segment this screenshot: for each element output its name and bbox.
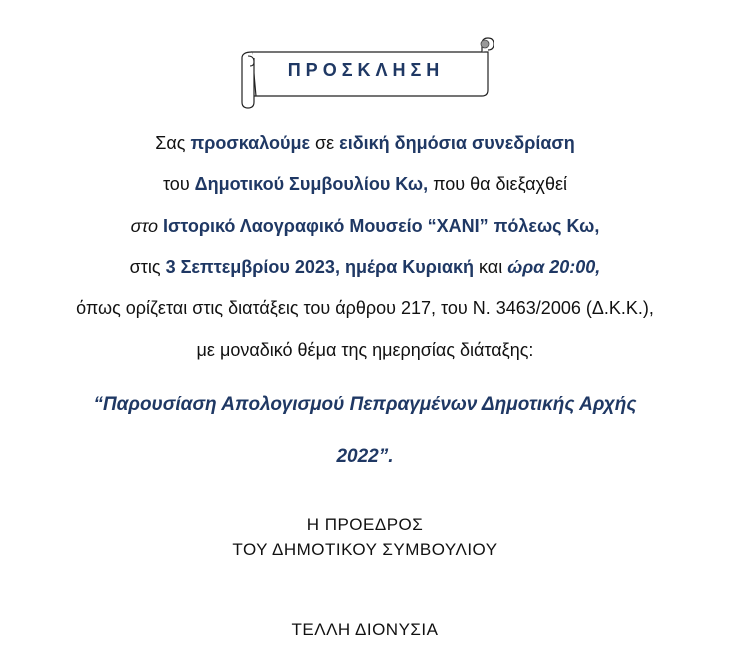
invitation-line-6: με μοναδικό θέμα της ημερησίας διάταξης: [196,340,534,360]
page-title: ΠΡΟΣΚΛΗΣΗ [287,60,445,80]
invitation-line-1: Σας προσκαλούμε σε ειδική δημόσια συνεδρίαση [155,133,575,153]
signature-title-2: ΤΟΥ ΔΗΜΟΤΙΚΟΥ ΣΥΜΒΟΥΛΙΟΥ [232,540,498,559]
agenda-subject-line-1: “Παρουσίαση Απολογισμού Πεπραγμένων Δημοτικής Αρχής [93,394,637,415]
title-scroll-banner [238,36,494,110]
invitation-line-3: στο Ιστορικό Λαογραφικό Μουσείο “ΧΑΝΙ” πόλεως Κω, [130,216,600,236]
signature-title-1: Η ΠΡΟΕΔΡΟΣ [306,515,424,534]
invitation-line-4: στις 3 Σεπτεμβρίου 2023, ημέρα Κυριακή και ώρα 20:00, [129,257,601,277]
invitation-line-2: του Δημοτικού Συμβουλίου Κω, που θα διεξαχθεί [162,174,568,194]
signature-name: ΤΕΛΛΗ ΔΙΟΝΥΣΙΑ [291,620,439,639]
invitation-line-5: όπως ορίζεται στις διατάξεις του άρθρου 217, του Ν. 3463/2006 (Δ.Κ.Κ.), [76,298,654,318]
agenda-subject-line-2: 2022”. [336,446,394,467]
